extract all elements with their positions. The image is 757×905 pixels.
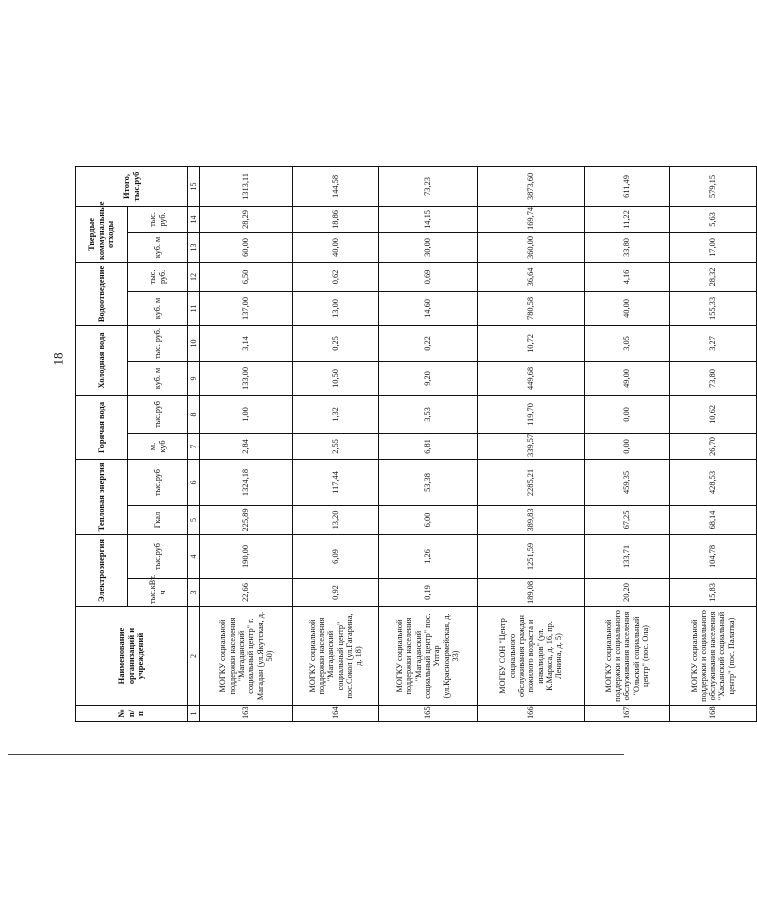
value-cell: 1,26 (378, 534, 477, 578)
header-name: Наименование организаций и учреждений (76, 607, 188, 706)
subheader-heat-sum: тыс.руб (128, 459, 188, 505)
value-cell: 1251,59 (477, 534, 585, 578)
value-cell: 4,16 (585, 262, 669, 291)
value-cell: 10,72 (477, 325, 585, 361)
value-cell: 339,57 (477, 433, 585, 459)
subheader-cw-qty: куб. м (128, 361, 188, 395)
value-cell: 360,00 (477, 232, 585, 262)
value-cell: 22,66 (200, 579, 293, 607)
value-cell: 73,23 (378, 166, 477, 206)
header-total: Итого, тыс.руб (76, 166, 188, 206)
header-solid-waste: Твердые коммунальные отходы (76, 206, 128, 262)
column-index: 2 (188, 607, 200, 706)
value-cell: 26,70 (669, 433, 756, 459)
value-cell: 13,00 (293, 291, 378, 325)
value-cell: 579,15 (669, 166, 756, 206)
row-number: 163 (200, 706, 293, 722)
value-cell: 428,53 (669, 459, 756, 505)
subheader-sw-sum: тыс. руб. (128, 262, 188, 291)
column-index: 3 (188, 579, 200, 607)
value-cell: 9,20 (378, 361, 477, 395)
value-cell: 6,09 (293, 534, 378, 578)
value-cell: 6,00 (378, 505, 477, 534)
value-cell: 53,38 (378, 459, 477, 505)
value-cell: 2,55 (293, 433, 378, 459)
value-cell: 0,62 (293, 262, 378, 291)
value-cell: 1324,18 (200, 459, 293, 505)
row-number: 165 (378, 706, 477, 722)
page-divider (8, 754, 624, 755)
column-index: 12 (188, 262, 200, 291)
subheader-el-sum: тыс.руб (128, 534, 188, 578)
value-cell: 133,71 (585, 534, 669, 578)
column-index: 13 (188, 232, 200, 262)
column-index: 14 (188, 206, 200, 232)
value-cell: 3873,60 (477, 166, 585, 206)
organization-name: МОГКУ социальной поддержки и социального обслуживания населения "Хасынский социальный центр" (пос. Палатка) (669, 607, 756, 706)
value-cell: 73,80 (669, 361, 756, 395)
column-index: 10 (188, 325, 200, 361)
value-cell: 14,60 (378, 291, 477, 325)
value-cell: 15,83 (669, 579, 756, 607)
subheader-heat-qty: Гкал (128, 505, 188, 534)
subheader-hw-qty: м. куб (128, 433, 188, 459)
value-cell: 0,25 (293, 325, 378, 361)
subheader-tko-sum: тыс. руб. (128, 206, 188, 232)
organization-name: МОГБУ СОН "Центр социального обслуживания граждан пожилого возраста и инвалидов" (ул. К.Маркса, д. 16, пр. Ленина, д. 5) (477, 607, 585, 706)
value-cell: 3,05 (585, 325, 669, 361)
row-number: 167 (585, 706, 669, 722)
value-cell: 30,00 (378, 232, 477, 262)
value-cell: 144,58 (293, 166, 378, 206)
value-cell: 49,00 (585, 361, 669, 395)
value-cell: 10,50 (293, 361, 378, 395)
value-cell: 10,62 (669, 395, 756, 433)
row-number: 166 (477, 706, 585, 722)
value-cell: 13,20 (293, 505, 378, 534)
value-cell: 33,80 (585, 232, 669, 262)
header-cold-water: Холодная вода (76, 325, 128, 395)
value-cell: 28,32 (669, 262, 756, 291)
value-cell: 68,14 (669, 505, 756, 534)
value-cell: 137,00 (200, 291, 293, 325)
rotated-table-wrapper (75, 167, 757, 722)
value-cell: 0,19 (378, 579, 477, 607)
value-cell: 104,78 (669, 534, 756, 578)
value-cell: 1,00 (200, 395, 293, 433)
value-cell: 14,15 (378, 206, 477, 232)
value-cell: 0,22 (378, 325, 477, 361)
column-index: 4 (188, 534, 200, 578)
value-cell: 40,00 (293, 232, 378, 262)
value-cell: 17,00 (669, 232, 756, 262)
value-cell: 67,25 (585, 505, 669, 534)
subheader-sw-qty: куб. м (128, 291, 188, 325)
value-cell: 459,35 (585, 459, 669, 505)
value-cell: 3,27 (669, 325, 756, 361)
value-cell: 28,29 (200, 206, 293, 232)
value-cell: 40,00 (585, 291, 669, 325)
column-index: 11 (188, 291, 200, 325)
organization-name: МОГКУ социальной поддержки населения "Магаданский социальный центр" пос. Уптар (ул.Красноармейская, д. 33) (378, 607, 477, 706)
value-cell: 20,20 (585, 579, 669, 607)
subheader-tko-qty: куб. м (128, 232, 188, 262)
header-hot-water: Горячая вода (76, 395, 128, 459)
value-cell: 449,68 (477, 361, 585, 395)
header-heat: Тепловая энергия (76, 459, 128, 534)
table-row (669, 166, 756, 721)
subheader-el-qty: тыс.кВт. ч (128, 579, 188, 607)
value-cell: 60,00 (200, 232, 293, 262)
page-number: 18 (50, 352, 66, 366)
value-cell: 117,44 (293, 459, 378, 505)
row-number: 164 (293, 706, 378, 722)
organization-name: МОГКУ социальной поддержки населения "Магаданский социальный центр" г. Магадан (ул.Якутская, д. 50) (200, 607, 293, 706)
value-cell: 1313,11 (200, 166, 293, 206)
organization-name: МОГКУ социальной поддержки населения "Магаданский социальный центр" пос.Сокол (ул.Гагарина, д. 18) (293, 607, 378, 706)
column-index: 6 (188, 459, 200, 505)
column-index: 7 (188, 433, 200, 459)
value-cell: 3,14 (200, 325, 293, 361)
value-cell: 6,50 (200, 262, 293, 291)
column-index: 9 (188, 361, 200, 395)
column-index: 8 (188, 395, 200, 433)
value-cell: 0,00 (585, 433, 669, 459)
table-row (293, 166, 378, 721)
table-row (585, 166, 669, 721)
value-cell: 11,22 (585, 206, 669, 232)
value-cell: 155,33 (669, 291, 756, 325)
value-cell: 0,69 (378, 262, 477, 291)
column-index: 5 (188, 505, 200, 534)
value-cell: 133,00 (200, 361, 293, 395)
table-row (477, 166, 585, 721)
column-index: 1 (188, 706, 200, 722)
table-row (378, 166, 477, 721)
value-cell: 36,64 (477, 262, 585, 291)
utilities-table (75, 166, 757, 722)
header-sewage: Водоотведение (76, 262, 128, 325)
value-cell: 5,63 (669, 206, 756, 232)
subheader-cw-sum: тыс. руб. (128, 325, 188, 361)
header-electricity: Электроэнергия (76, 534, 128, 606)
header-num: № п/п (76, 706, 188, 722)
table-body (200, 166, 757, 721)
value-cell: 6,81 (378, 433, 477, 459)
value-cell: 3,53 (378, 395, 477, 433)
value-cell: 2,84 (200, 433, 293, 459)
value-cell: 0,92 (293, 579, 378, 607)
table-row (200, 166, 293, 721)
value-cell: 225,89 (200, 505, 293, 534)
column-index-row (188, 166, 200, 721)
value-cell: 0,00 (585, 395, 669, 433)
value-cell: 611,49 (585, 166, 669, 206)
value-cell: 190,00 (200, 534, 293, 578)
column-index: 15 (188, 166, 200, 206)
value-cell: 119,70 (477, 395, 585, 433)
value-cell: 1,32 (293, 395, 378, 433)
value-cell: 18,86 (293, 206, 378, 232)
value-cell: 389,83 (477, 505, 585, 534)
row-number: 168 (669, 706, 756, 722)
value-cell: 2285,21 (477, 459, 585, 505)
value-cell: 169,74 (477, 206, 585, 232)
subheader-hw-sum: тыс.руб (128, 395, 188, 433)
organization-name: МОГКУ социальной поддержки и социального обслуживания населения "Ольский социальный центр" (пос. Ола) (585, 607, 669, 706)
value-cell: 780,58 (477, 291, 585, 325)
value-cell: 189,08 (477, 579, 585, 607)
